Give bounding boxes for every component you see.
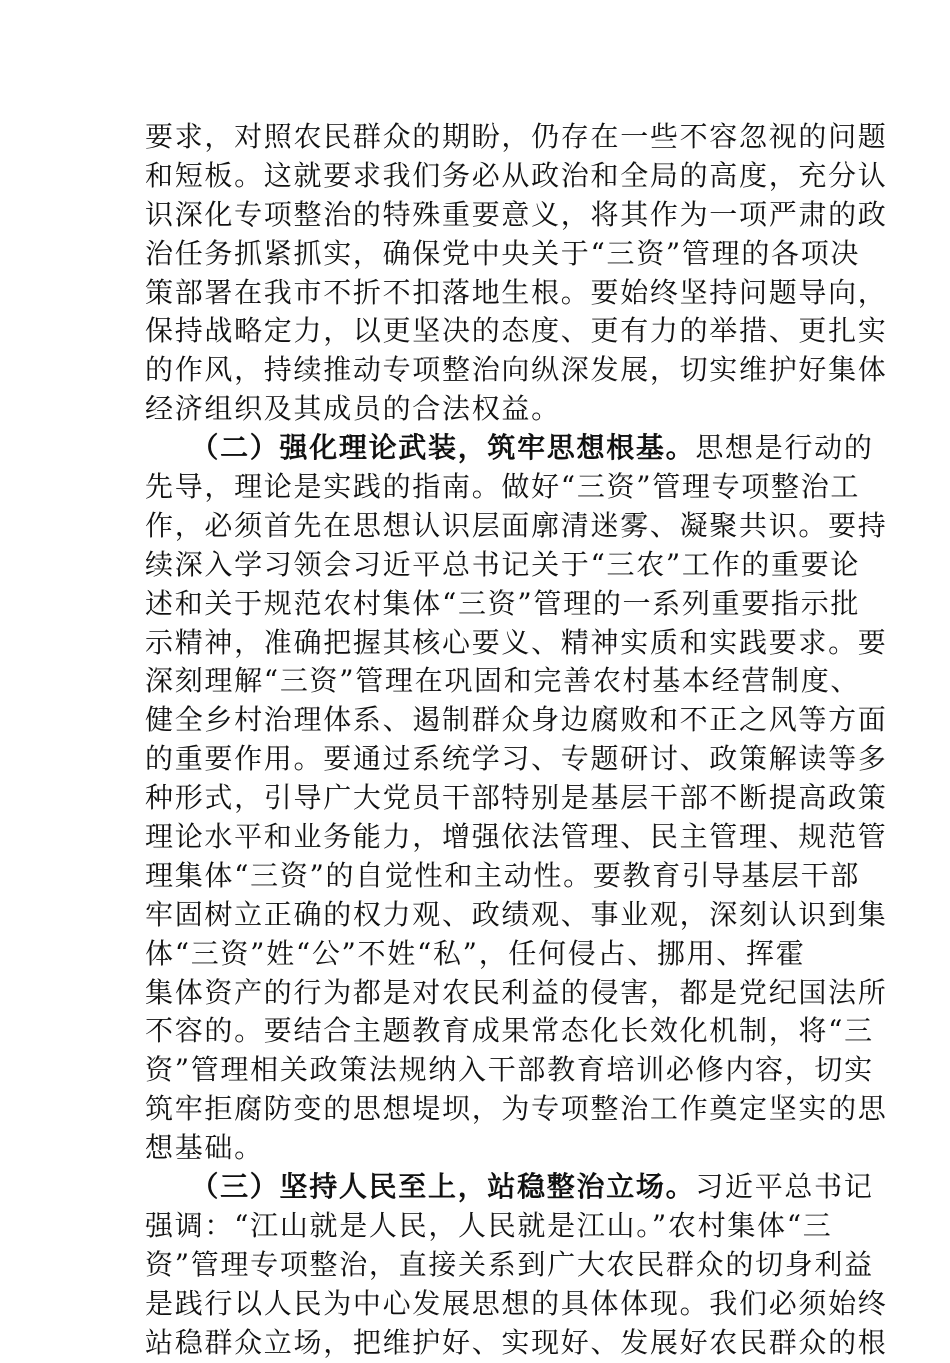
text-line: 先导，理论是实践的指南。做好“三资”管理专项整治工 <box>145 470 861 504</box>
section-3-heading: （三）坚持人民至上，站稳整治立场。 <box>204 1170 696 1204</box>
text-line: 作，必须首先在思想认识层面廓清迷雾、凝聚共识。要持 <box>145 508 888 542</box>
text-line: 是践行以人民为中心发展思想的具体体现。我们必须始终 <box>145 1286 888 1320</box>
section-2-first-line <box>145 429 874 468</box>
text-line: 经济组织及其成员的合法权益。 <box>145 392 561 426</box>
text-line: 想基础。 <box>145 1131 264 1165</box>
text-line: 治任务抓紧抓实，确保党中央关于“三资”管理的各项决 <box>145 236 861 270</box>
text-line: 和短板。这就要求我们务必从政治和全局的高度，充分认 <box>145 158 888 192</box>
text-line: 续深入学习领会习近平总书记关于“三农”工作的重要论 <box>145 547 861 581</box>
text-line: 理集体“三资”的自觉性和主动性。要教育引导基层干部 <box>145 858 861 892</box>
text-line: 识深化专项整治的特殊重要意义，将其作为一项严肃的政 <box>145 197 888 231</box>
text-line: 强调：“江山就是人民，人民就是江山。”农村集体“三 <box>145 1208 833 1242</box>
section-3-lead-text: 习近平总书记 <box>695 1170 874 1204</box>
text-line: 体“三资”姓“公”不姓“私”，任何侵占、挪用、挥霍 <box>145 936 806 970</box>
text-line: 理论水平和业务能力，增强依法管理、民主管理、规范管 <box>145 820 888 854</box>
section-3-first-line <box>145 1168 874 1207</box>
text-line: 筑牢拒腐防变的思想堤坝，为专项整治工作奠定坚实的思 <box>145 1092 888 1126</box>
text-line: 牢固树立正确的权力观、政绩观、事业观，深刻认识到集 <box>145 897 888 931</box>
section-2-heading: （二）强化理论武装，筑牢思想根基。 <box>204 431 696 465</box>
paragraph-section-2 <box>145 429 888 1168</box>
document-body <box>145 118 888 1363</box>
text-line: 资”管理相关政策法规纳入干部教育培训必修内容，切实 <box>145 1053 874 1087</box>
text-line: 集体资产的行为都是对农民利益的侵害，都是党纪国法所 <box>145 975 888 1009</box>
text-line: 站稳群众立场，把维护好、实现好、发展好农民群众的根 <box>145 1325 888 1359</box>
text-line: 示精神，准确把握其核心要义、精神实质和实践要求。要 <box>145 625 888 659</box>
text-line: 深刻理解“三资”管理在巩固和完善农村基本经营制度、 <box>145 664 861 698</box>
text-line: 资”管理专项整治，直接关系到广大农民群众的切身利益 <box>145 1247 874 1281</box>
paragraph-section-3 <box>145 1168 888 1362</box>
text-line: 策部署在我市不折不扣落地生根。要始终坚持问题导向， <box>145 275 888 309</box>
section-2-lead-text: 思想是行动的 <box>695 431 874 465</box>
text-line: 述和关于规范农村集体“三资”管理的一系列重要指示批 <box>145 586 861 620</box>
text-line: 不容的。要结合主题教育成果常态化长效化机制，将“三 <box>145 1014 874 1048</box>
text-line: 要求，对照农民群众的期盼，仍存在一些不容忽视的问题 <box>145 120 888 153</box>
text-line: 健全乡村治理体系、遏制群众身边腐败和不正之风等方面 <box>145 703 888 737</box>
text-line: 的重要作用。要通过系统学习、专题研讨、政策解读等多 <box>145 742 888 776</box>
text-line: 保持战略定力，以更坚决的态度、更有力的举措、更扎实 <box>145 314 888 348</box>
text-line: 的作风，持续推动专项整治向纵深发展，切实维护好集体 <box>145 353 888 387</box>
paragraph-intro <box>145 118 888 429</box>
text-line: 种形式，引导广大党员干部特别是基层干部不断提高政策 <box>145 781 888 815</box>
